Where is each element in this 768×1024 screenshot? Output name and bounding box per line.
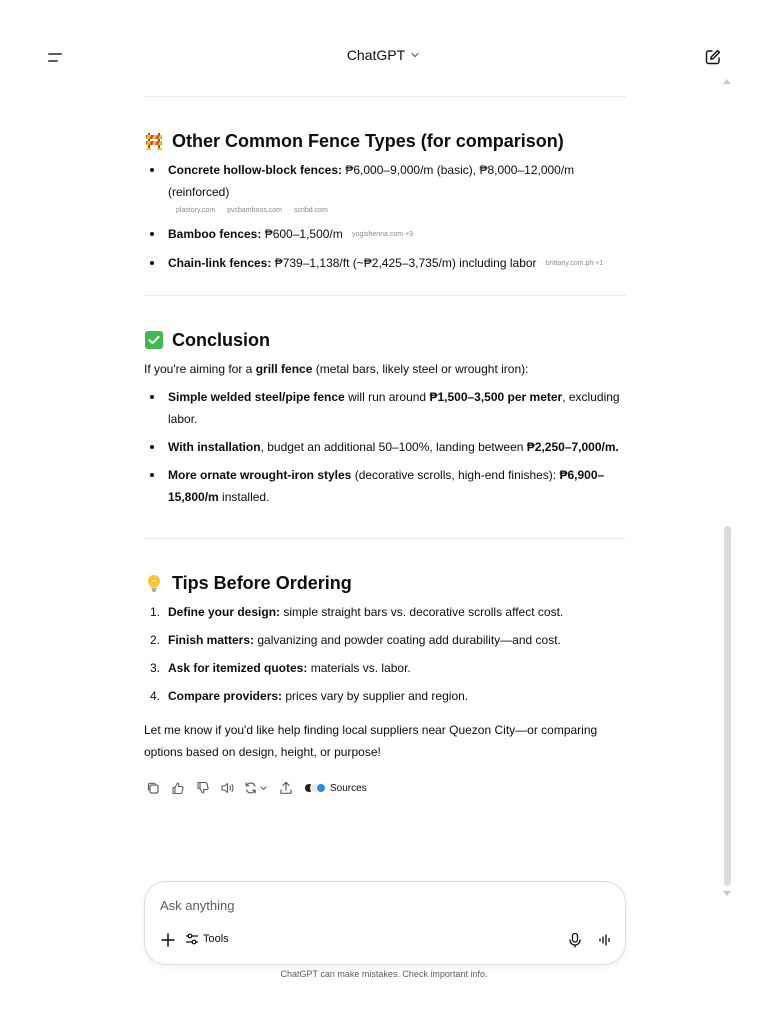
message-actions	[144, 778, 367, 798]
read-aloud-icon	[220, 781, 236, 795]
source-chip[interactable]: yogishenna.com +9	[352, 230, 414, 238]
item-bold-label: Define your design:	[168, 604, 281, 619]
item-bold-label: More ornate wrought-iron styles	[168, 467, 352, 482]
item-bold-label: Simple welded steel/pipe fence	[168, 389, 345, 404]
edit-icon	[707, 51, 720, 64]
construction-barrier-icon	[144, 131, 164, 151]
section-divider	[144, 538, 626, 539]
item-text: installed.	[218, 489, 270, 504]
list-item	[144, 252, 626, 275]
source-chip[interactable]: pvcbamboos.com	[227, 207, 282, 214]
item-bold-label: Ask for itemized quotes:	[168, 660, 308, 675]
tools-label: Tools	[203, 933, 229, 945]
read-aloud-button[interactable]	[219, 779, 237, 797]
scrollbar-thumb[interactable]	[724, 526, 731, 886]
section-heading-other-types	[144, 129, 626, 153]
scroll-up-arrow[interactable]	[723, 79, 731, 84]
list-item	[144, 436, 626, 458]
list-item	[144, 159, 626, 217]
list-number: 2.	[150, 632, 161, 647]
source-chip[interactable]: scribd.com	[293, 207, 328, 214]
section-heading-conclusion	[144, 328, 626, 352]
source-chip[interactable]: plastory.com	[176, 207, 216, 214]
item-text: ₱739–1,138/ft (~₱2,425–3,735/m) including labor	[271, 255, 537, 270]
tools-button[interactable]	[185, 932, 229, 946]
assistant-message	[144, 96, 626, 763]
intro-text: (metal bars, likely steel or wrought iron):	[312, 361, 529, 376]
disclaimer-text: ChatGPT can make mistakes. Check important info.	[280, 969, 488, 979]
source-favicon-icon	[316, 783, 326, 793]
item-bold-label: With installation	[168, 439, 261, 454]
section-heading-text: Conclusion	[172, 329, 270, 350]
share-button[interactable]	[277, 779, 295, 797]
tips-list	[144, 601, 626, 707]
section-heading-tips	[144, 571, 626, 595]
intro-bold: grill fence	[255, 361, 313, 376]
item-bold-label: Bamboo fences:	[168, 227, 262, 241]
plus-icon	[162, 934, 174, 946]
model-selector-button[interactable]	[347, 47, 421, 63]
list-item	[144, 464, 626, 508]
list-item	[144, 629, 626, 651]
section-heading-text: Other Common Fence Types (for comparison)	[172, 131, 564, 151]
composer	[144, 881, 626, 965]
item-text: (decorative scrolls, high-end finishes):	[351, 467, 560, 482]
fence-types-list	[144, 159, 626, 275]
item-text: galvanizing and powder coating add durability—and cost.	[254, 632, 561, 647]
section-divider	[144, 96, 626, 97]
copy-icon	[146, 781, 160, 795]
list-number: 1.	[150, 604, 161, 619]
add-attachment-button[interactable]	[160, 932, 176, 948]
model-title-area	[0, 47, 768, 63]
item-text: simple straight bars vs. decorative scrolls affect cost.	[280, 604, 564, 619]
share-icon	[279, 781, 293, 795]
item-text: materials vs. labor.	[307, 660, 411, 675]
section-heading-text: Tips Before Ordering	[172, 572, 352, 593]
copy-button[interactable]	[144, 779, 162, 797]
chevron-down-icon	[409, 49, 421, 61]
list-item	[144, 223, 626, 246]
check-mark-icon	[144, 330, 164, 350]
microphone-icon	[570, 934, 580, 948]
good-response-button[interactable]	[169, 779, 187, 797]
item-bold-label: Chain-link fences:	[168, 255, 272, 270]
thumbs-down-icon	[196, 781, 210, 795]
item-bold-label: Finish matters:	[168, 632, 255, 647]
section-divider	[144, 295, 626, 296]
prompt-input[interactable]	[160, 898, 600, 913]
tools-sliders-icon	[185, 932, 199, 946]
item-text: ₱600–1,500/m	[261, 227, 343, 241]
new-chat-button[interactable]	[703, 47, 723, 67]
regenerate-icon	[244, 781, 270, 795]
closing-paragraph: Let me know if you'd like help finding local suppliers near Quezon City—or comparing options based on design, height, or purpose!	[144, 722, 598, 759]
source-chips	[168, 205, 626, 217]
intro-text: If you're aiming for a	[144, 361, 256, 376]
item-text: will run around	[344, 389, 430, 404]
item-text: ₱6,000–9,000/m (basic), ₱8,000–12,000/m (reinforced)	[168, 163, 575, 199]
item-bold-value: ₱2,250–7,000/m.	[526, 439, 619, 454]
model-title: ChatGPT	[346, 47, 406, 63]
list-item	[144, 386, 626, 430]
bad-response-button[interactable]	[194, 779, 212, 797]
dictate-button[interactable]	[567, 932, 583, 948]
item-bold-label: Concrete hollow-block fences:	[168, 163, 343, 177]
scroll-down-arrow[interactable]	[723, 891, 731, 896]
thumbs-up-icon	[171, 781, 185, 795]
sources-button[interactable]	[304, 783, 367, 794]
waveform-icon	[600, 935, 609, 945]
list-item	[144, 601, 626, 623]
list-item	[144, 685, 626, 707]
list-item	[144, 657, 626, 679]
item-text: prices vary by supplier and region.	[282, 688, 469, 703]
conclusion-list	[144, 386, 626, 508]
list-number: 4.	[150, 688, 161, 703]
item-text: , budget an additional 50–100%, landing between	[260, 439, 527, 454]
sources-label: Sources	[330, 782, 367, 794]
voice-mode-button[interactable]	[597, 932, 613, 948]
item-bold-label: Compare providers:	[168, 688, 283, 703]
source-chip[interactable]: brittany.com.ph +1	[545, 259, 604, 267]
item-bold-value: ₱6,900–15,800/m	[168, 467, 605, 504]
item-bold-value: ₱1,500–3,500 per meter	[429, 389, 563, 404]
light-bulb-icon	[144, 573, 164, 593]
item-text: , excluding labor.	[168, 389, 620, 426]
list-number: 3.	[150, 660, 161, 675]
conclusion-intro	[144, 358, 626, 380]
regenerate-button[interactable]	[244, 779, 270, 797]
source-favicons	[304, 783, 326, 793]
